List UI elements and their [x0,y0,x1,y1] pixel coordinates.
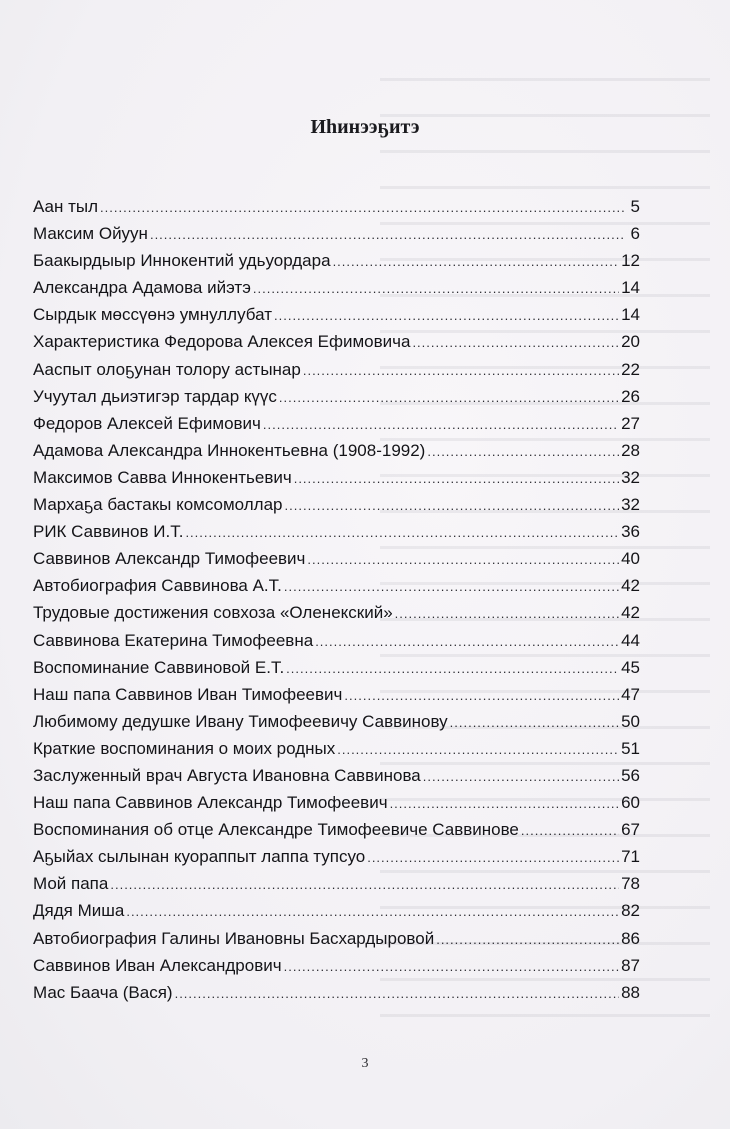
toc-entry [33,549,640,576]
toc-entry-title: Учуутал дьиэтигэр тардар күүс [33,386,277,406]
toc-entry-page: 88 [621,982,640,1002]
toc-entry-title: Автобиография Саввинова А.Т. [33,576,282,596]
toc-entry [33,197,640,224]
dot-leader [450,715,619,730]
dot-leader [337,742,619,757]
dot-leader [427,444,619,459]
toc-entry-title: Максим Ойуун [33,224,148,244]
toc-entry-title: Ааспыт олоҕунан толору астынар [33,359,301,379]
dot-leader [307,552,619,567]
toc-entry [33,441,640,468]
toc-entry [33,820,640,847]
toc-entry-page: 36 [621,522,640,542]
toc-entry [33,305,640,332]
dot-leader [100,200,624,215]
toc-entry-title: Мархаҕа бастакы комсомоллар [33,495,283,515]
toc-entry [33,712,640,739]
toc-entry-page: 86 [621,928,640,948]
toc-entry-title: Заслуженный врач Августа Ивановна Саввинова [33,765,421,785]
toc-entry-page: 32 [621,467,640,487]
toc-entry-page: 26 [621,386,640,406]
dot-leader [367,850,619,865]
toc-entry-title: Дядя Миша [33,901,125,921]
dot-leader [344,688,619,703]
table-of-contents [33,197,640,1010]
toc-entry-page: 71 [621,847,640,867]
toc-entry-page: 40 [621,549,640,569]
toc-entry-page: 42 [621,576,640,596]
toc-entry [33,522,640,549]
toc-entry [33,658,640,685]
toc-entry [33,360,640,387]
dot-leader [284,959,619,974]
toc-entry [33,603,640,630]
dot-leader [303,363,619,378]
toc-entry-title: Аан тыл [33,197,99,216]
toc-entry-title: Баакырдыыр Иннокентий удьуордара [33,251,331,271]
toc-entry-title: Максимов Савва Иннокентьевич [33,467,292,487]
toc-entry [33,576,640,603]
toc-entry [33,874,640,901]
dot-leader [315,634,619,649]
toc-entry [33,631,640,658]
toc-entry-page: 14 [621,305,640,325]
toc-entry-page: 87 [621,955,640,975]
dot-leader [436,932,619,947]
toc-entry-title: Адамова Александра Иннокентьевна (1908-1992) [33,440,426,460]
toc-entry-title: Саввинов Иван Александрович [33,955,282,975]
toc-entry-page: 5 [630,197,640,216]
toc-entry [33,224,640,251]
toc-entry [33,983,640,1010]
dot-leader [263,417,619,432]
toc-entry [33,332,640,359]
toc-entry [33,495,640,522]
toc-entry [33,685,640,712]
toc-entry-page: 78 [621,874,640,894]
toc-entry-title: Автобиография Галины Ивановны Басхардыровой [33,928,435,948]
toc-entry-title: Воспоминание Саввиновой Е.Т. [33,657,285,677]
dot-leader [185,525,619,540]
toc-entry-title: Трудовые достижения совхоза «Оленекский» [33,603,393,623]
toc-entry-title: Аҕыйах сылынан куораппыт лаппа тупсуо [33,847,366,867]
toc-entry-page: 32 [621,495,640,515]
toc-entry-title: Наш папа Саввинов Иван Тимофеевич [33,684,343,704]
toc-entry-page: 42 [621,603,640,623]
contents-heading: Иһинээҕитэ [310,116,420,138]
dot-leader [279,390,619,405]
toc-entry-page: 45 [621,657,640,677]
toc-entry-page: 14 [621,278,640,298]
toc-entry [33,278,640,305]
toc-entry-page: 28 [621,440,640,460]
toc-entry-page: 12 [621,251,640,271]
toc-entry-page: 50 [621,711,640,731]
toc-entry-page: 82 [621,901,640,921]
toc-entry-title: Наш папа Саввинов Александр Тимофеевич [33,793,388,813]
dot-leader [395,606,619,621]
dot-leader [285,498,620,513]
toc-entry-page: 56 [621,765,640,785]
toc-entry [33,847,640,874]
dot-leader [286,661,619,676]
toc-entry-title: Характеристика Федорова Алексея Ефимовича [33,332,411,352]
toc-entry-title: Федоров Алексей Ефимович [33,413,261,433]
toc-entry [33,929,640,956]
toc-entry-page: 44 [621,630,640,650]
dot-leader [521,823,619,838]
toc-entry-title: Краткие воспоминания о моих родных [33,738,336,758]
toc-entry [33,387,640,414]
dot-leader [126,904,619,919]
toc-entry-title: Саввинов Александр Тимофеевич [33,549,306,569]
toc-entry [33,739,640,766]
toc-entry-page: 27 [621,413,640,433]
dot-leader [294,471,619,486]
toc-entry [33,793,640,820]
toc-entry-page: 60 [621,793,640,813]
toc-entry-title: РИК Саввинов И.Т. [33,522,184,542]
dot-leader [284,579,619,594]
toc-entry-page: 6 [630,224,640,244]
toc-entry [33,251,640,278]
dot-leader [412,335,619,350]
toc-entry-page: 20 [621,332,640,352]
dot-leader [390,796,620,811]
toc-entry [33,766,640,793]
toc-entry-title: Мас Баача (Вася) [33,982,173,1002]
toc-entry-title: Александра Адамова ийэтэ [33,278,251,298]
dot-leader [423,769,619,784]
toc-entry [33,468,640,495]
toc-entry-title: Мой папа [33,874,109,894]
page-number: 3 [361,1056,369,1071]
dot-leader [253,281,619,296]
toc-entry [33,901,640,928]
toc-entry-title: Саввинова Екатерина Тимофеевна [33,630,314,650]
dot-leader [110,877,619,892]
dot-leader [274,308,619,323]
dot-leader [175,986,620,1001]
toc-entry-page: 22 [621,359,640,379]
toc-entry-title: Воспоминания об отце Александре Тимофеевиче Саввинове [33,820,519,840]
toc-entry [33,414,640,441]
toc-entry-page: 67 [621,820,640,840]
dot-leader [333,254,620,269]
toc-entry-page: 51 [621,738,640,758]
toc-entry-title: Сырдык мөссүөнэ умнуллубат [33,305,272,325]
dot-leader [150,227,624,242]
toc-entry-page: 47 [621,684,640,704]
toc-entry [33,956,640,983]
toc-entry-title: Любимому дедушке Ивану Тимофеевичу Саввинову [33,711,448,731]
